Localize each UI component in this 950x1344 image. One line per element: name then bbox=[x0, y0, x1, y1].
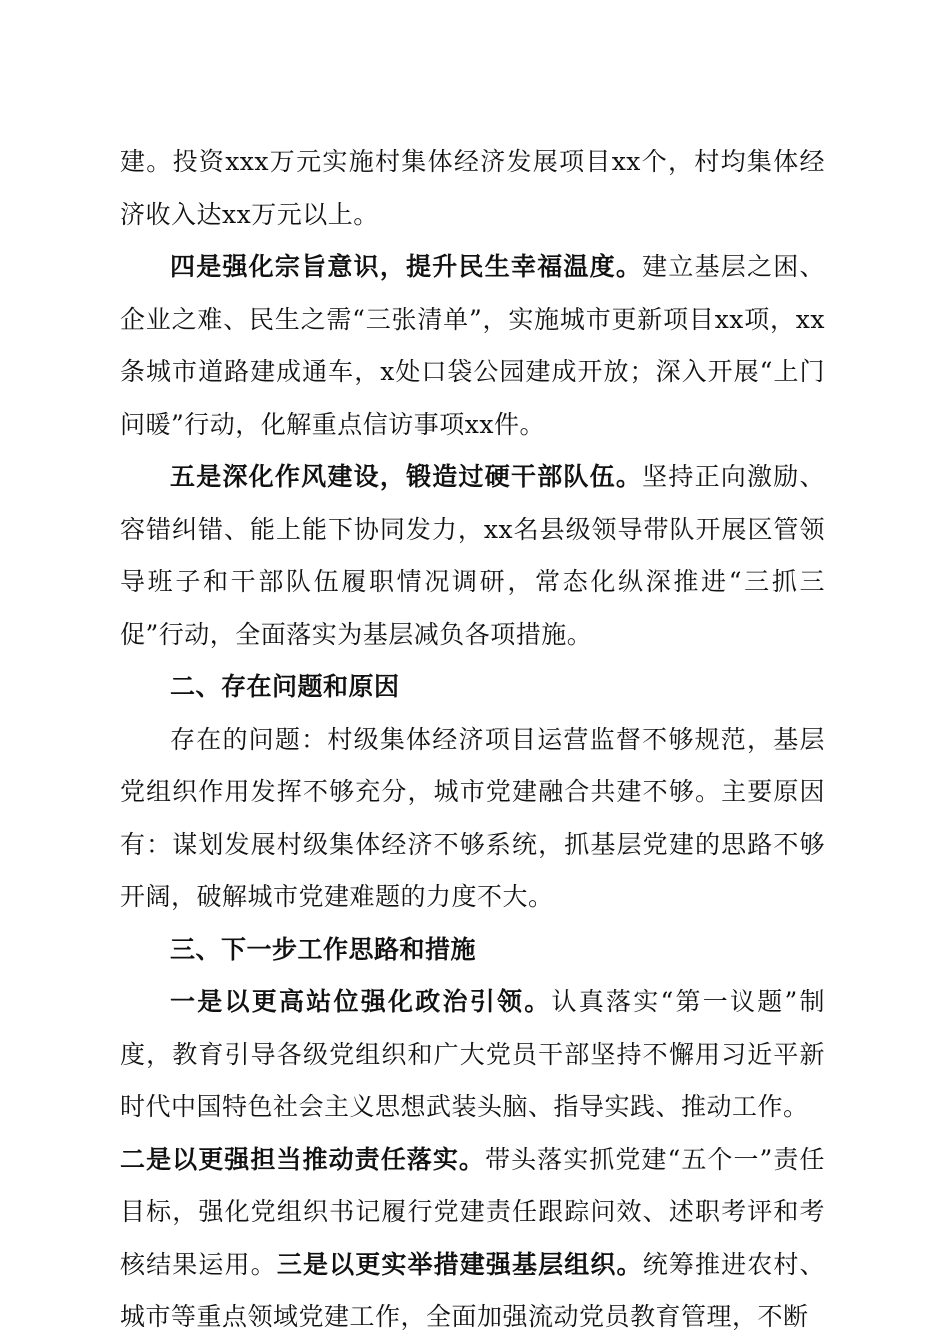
paragraph-item-five-lead: 五是深化作风建设，锻造过硬干部队伍。 bbox=[170, 462, 643, 491]
paragraph-measure-two-three bbox=[120, 1134, 825, 1344]
paragraph-item-four-text: 建立基层之困、企业之难、民生之需“三张清单”，实施城市更新项目xx项，xx条城市道路建成通车，x处口袋公园建成开放；深入开展“上门问暖”行动，化解重点信访事项xx件。 bbox=[120, 252, 825, 439]
paragraph-measure-one-lead: 一是以更高站位强化政治引领。 bbox=[170, 987, 552, 1016]
paragraph-item-four bbox=[120, 241, 825, 451]
paragraph-measure-three-lead: 三是以更实举措建强基层组织。 bbox=[276, 1249, 643, 1279]
section-heading-next-steps: 三、下一步工作思路和措施 bbox=[170, 934, 477, 964]
paragraph-problems bbox=[120, 714, 825, 924]
paragraph-problems-text: 存在的问题：村级集体经济项目运营监督不够规范，基层党组织作用发挥不够充分，城市党建融合共建不够。主要原因有：谋划发展村级集体经济不够系统，抓基层党建的思路不够开阔，破解城市党建难题的力度不大。 bbox=[120, 724, 825, 911]
paragraph-intro bbox=[120, 136, 825, 241]
paragraph-measure-two-text: 带头落实抓党建“五个一”责任目标，强化党组织书记履行党建责任跟踪问效、述职考评和考核结果运用。 bbox=[120, 1144, 825, 1279]
paragraph-measure-one bbox=[120, 976, 825, 1134]
paragraph-item-four-lead: 四是强化宗旨意识，提升民生幸福温度。 bbox=[170, 252, 643, 281]
paragraph-item-five-text: 坚持正向激励、容错纠错、能上能下协同发力，xx名县级领导带队开展区管领导班子和干部队伍履职情况调研，常态化纵深推进“三抓三促”行动，全面落实为基层减负各项措施。 bbox=[120, 462, 825, 649]
paragraph-measure-one-text: 认真落实“第一议题”制度，教育引导各级党组织和广大党员干部坚持不懈用习近平新时代中国特色社会主义思想武装头脑、指导实践、推动工作。 bbox=[120, 987, 825, 1121]
paragraph-measure-two-lead: 二是以更强担当推动责任落实。 bbox=[120, 1144, 485, 1174]
paragraph-measure-three-text: 统筹推进农村、城市等重点领域党建工作，全面加强流动党员教育管理，不断 bbox=[120, 1249, 825, 1331]
document-page bbox=[120, 136, 825, 1344]
section-heading-problems: 二、存在问题和原因 bbox=[170, 672, 400, 701]
paragraph-intro-text: 建。投资xxx万元实施村集体经济发展项目xx个，村均集体经济收入达xx万元以上。 bbox=[120, 147, 825, 229]
paragraph-item-five bbox=[120, 451, 825, 661]
